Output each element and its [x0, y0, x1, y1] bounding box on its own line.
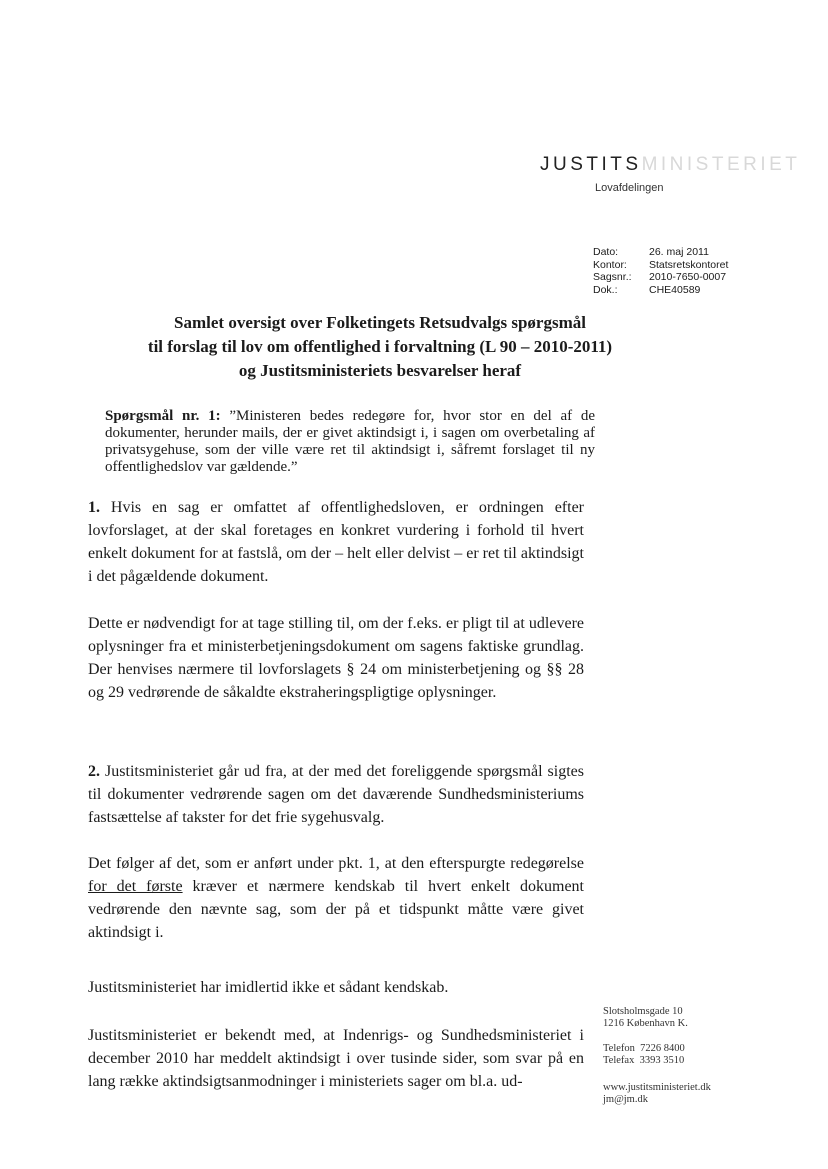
underlined-phrase: for det første: [88, 878, 183, 895]
meta-label: Dato:: [593, 246, 619, 258]
paragraph-text: Justitsministeriet er bekendt med, at Indenrigs- og Sundhedsministeriet i december 2010 har meddelt aktindsigt i over tusinde sider, som svar på en lang række aktindsigtsanmodninger i ministeriets sager om bl.a. ud-: [88, 1027, 584, 1090]
fax-label: Telefax: [603, 1055, 635, 1066]
paragraph-text: Justitsministeriet har imidlertid ikke et sådant kendskab.: [88, 979, 449, 996]
answer-paragraph-4: [88, 852, 584, 944]
fax-number: 3393 3510: [639, 1055, 685, 1066]
answer-paragraph-6: [88, 1024, 584, 1093]
question-block: [105, 408, 595, 476]
paragraph-number: 2.: [88, 763, 100, 780]
title-line: til forslag til lov om offentlighed i forvaltning (L 90 – 2010-2011): [147, 337, 613, 356]
answer-paragraph-5: [88, 976, 584, 999]
title-line: Samlet oversigt over Folketingets Retsudvalgs spørgsmål: [174, 313, 586, 332]
ministry-web-contact: [603, 1082, 711, 1106]
meta-value: 26. maj 2011: [649, 246, 709, 258]
meta-label: Sagsnr.:: [593, 271, 632, 283]
ministry-phone-fax: [603, 1043, 685, 1067]
meta-value: CHE40589: [649, 283, 701, 296]
meta-label: Dok.:: [593, 283, 618, 296]
answer-paragraph-2: [88, 612, 584, 704]
department-name: Lovafdelingen: [595, 182, 664, 194]
fax-line: [603, 1055, 685, 1067]
paragraph-text: Dette er nødvendigt for at tage stilling til, om der f.eks. er pligt til at udlevere oplysninger fra et ministerbetjeningsdokument om sagens faktiske grundlag. Der henvises nærmere til lovforslagets § 24 om ministerbetjening og §§ 28 og 29 vedrørende de såkaldte ekstraheringspligtige oplysninger.: [88, 615, 584, 701]
meta-row-doc: [593, 284, 728, 297]
address-city: 1216 København K.: [603, 1018, 688, 1029]
document-meta: [593, 246, 728, 296]
logo-bold-text: JUSTITS: [540, 154, 642, 175]
address-street: Slotsholmsgade 10: [603, 1006, 683, 1017]
logo-light-text: MINISTERIET: [641, 154, 801, 175]
paragraph-text: Justitsministeriet går ud fra, at der med det foreliggende spørgsmål sigtes til dokumenter vedrørende sagen om det daværende Sundhedsministeriums fastsættelse af takster for det frie sygehusvalg.: [88, 763, 584, 826]
paragraph-number: 1.: [88, 499, 100, 516]
meta-value: Statsretskontoret: [649, 258, 729, 271]
paragraph-text: Hvis en sag er omfattet af offentlighedsloven, er ordningen efter lovforslaget, at der skal foretages en konkret vurdering i forhold til hvert enkelt dokument for at fastslå, om der – helt eller delvist – er ret til aktindsigt i det pågældende dokument.: [88, 499, 584, 585]
ministry-logo: [540, 154, 800, 176]
meta-row-office: [593, 259, 728, 272]
question-label: Spørgsmål nr. 1:: [105, 408, 221, 424]
ministry-address: [603, 1006, 688, 1030]
paragraph-text: kræver et nærmere kendskab til hvert enkelt dokument vedrørende den nævnte sag, som der på et tidspunkt måtte være givet aktindsigt i.: [88, 878, 584, 941]
answer-paragraph-1: [88, 496, 584, 588]
meta-row-date: [593, 246, 728, 259]
paragraph-text: Det følger af det, som er anført under pkt. 1, at den efterspurgte redegørelse: [88, 855, 584, 872]
question-text: ”Ministeren bedes redegøre for, hvor stor en del af de dokumenter, herunder mails, der er givet aktindsigt i, i sagen om overbetaling af privatsygehuse, som der ville være ret til aktindsigt i, såfremt forslaget til ny offentlighedslov var gældende.”: [105, 408, 595, 475]
phone-label: Telefon: [603, 1043, 635, 1054]
meta-value: 2010-7650-0007: [649, 271, 727, 283]
phone-line: [603, 1043, 685, 1055]
meta-row-case: [593, 271, 728, 284]
phone-number: 7226 8400: [640, 1043, 685, 1054]
answer-paragraph-3: [88, 760, 584, 829]
title-line: og Justitsministeriets besvarelser heraf: [238, 361, 522, 380]
meta-label: Kontor:: [593, 258, 627, 271]
document-title: [100, 311, 660, 383]
website-link[interactable]: www.justitsministeriet.dk: [603, 1082, 711, 1093]
email-link[interactable]: jm@jm.dk: [603, 1094, 648, 1105]
